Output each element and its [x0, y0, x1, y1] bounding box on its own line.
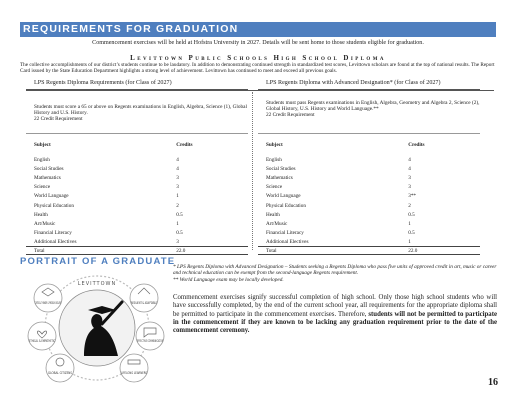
portrait-of-graduate-graphic — [22, 268, 172, 388]
credits-cell: 0.5 — [408, 230, 415, 237]
footnote: ** World Language exam may be locally developed. — [173, 276, 284, 283]
total-label: Total — [258, 247, 408, 255]
credits-cell: 1 — [176, 220, 179, 227]
advanced-diploma-column — [258, 80, 480, 255]
table-row — [26, 155, 248, 164]
table-row — [26, 238, 248, 247]
subject-cell: Additional Electives — [34, 239, 77, 246]
credits-cell: 1 — [408, 220, 411, 227]
credits-cell: 0.5 — [176, 230, 183, 237]
attribute-label: ETHICAL & EMPATHETIC — [29, 339, 55, 343]
column-divider — [252, 92, 253, 250]
subject-cell: World Language — [266, 193, 301, 200]
table-row — [26, 210, 248, 219]
table-row — [26, 219, 248, 228]
credit-requirement: 22 Credit Requirement — [266, 112, 315, 119]
table-row — [26, 192, 248, 201]
credits-cell: 3 — [176, 239, 179, 246]
table-row — [258, 173, 480, 182]
table-row — [26, 164, 248, 173]
subject-cell: Financial Literacy — [34, 230, 72, 237]
table-row — [258, 201, 480, 210]
subject-cell: Science — [34, 184, 51, 191]
credits-header: Credits — [176, 141, 193, 148]
credits-cell: 3 — [176, 174, 179, 181]
credits-cell: 0.5 — [176, 211, 183, 218]
credits-cell: 0.5 — [408, 211, 415, 218]
attribute-bubble — [28, 322, 56, 350]
requirement-text: Students must pass Regents examinations in English, Algebra, Geometry and Algebra 2, Science (2), Global History, U.S. History and World Language.** — [266, 100, 480, 113]
intro-paragraph: The collective accomplishments of our district’s students continue to be laudatory. In addition to demonstrating continued strength in standardized test scores, Levittown scholars are found at the top of national results. The Report Card issued by the State Education Department highlights a strong level of achievement. Levittown has continued to meet and exceed all previous goals. — [20, 62, 495, 74]
attribute-label: RESILIENT & ADAPTABLE — [131, 301, 158, 305]
policy-text: Commencement exercises signify successful completion of high school. Only those high school students who will have successfully completed, by the end of the current school year, all requirements for the appropriate diploma shall be permitted to participate in the commencement exercises. Therefore, — [173, 294, 497, 318]
subject-cell: Financial Literacy — [266, 230, 304, 237]
attribute-label: CRITICAL THINKER & PROBLEM-SOLVER — [35, 301, 62, 305]
credits-cell: 2 — [408, 202, 411, 209]
table-row — [258, 192, 480, 201]
credits-cell: 4 — [408, 156, 411, 163]
credits-table-body — [258, 149, 480, 255]
subject-cell: Mathematics — [34, 174, 61, 181]
subject-cell: Physical Education — [266, 202, 306, 209]
total-row — [26, 247, 248, 255]
advanced-credits-table — [258, 140, 480, 255]
commencement-policy — [173, 294, 497, 335]
requirement-text: Students must score a 65 or above on Regents examinations in English, Algebra, Science (1), Global History and U.S. History. — [34, 104, 248, 117]
subject-cell: Health — [266, 211, 280, 218]
page-title: REQUIREMENTS FOR GRADUATION — [20, 22, 496, 37]
table-row — [258, 210, 480, 219]
credits-cell: 4 — [408, 165, 411, 172]
subject-cell: Additional Electives — [266, 239, 309, 246]
credits-cell: 1 — [176, 193, 179, 200]
credits-cell: 3** — [408, 193, 417, 200]
credit-requirement: 22 Credit Requirement — [34, 116, 83, 123]
attribute-label: EFFECTIVE COMMUNICATOR — [137, 339, 164, 343]
subject-cell: World Language — [34, 193, 69, 200]
credits-cell: 2 — [176, 202, 179, 209]
table-header-row — [26, 140, 248, 149]
table-row — [258, 229, 480, 238]
attribute-label: LIFELONG LEARNERS — [121, 371, 148, 375]
footnote: * LPS Regents Diploma with Advanced Designation – Students seeking a Regents Diploma who pass five units of approved credit in art, music or career and technical education can be exempt from the second-language Regents requirement. — [173, 264, 497, 277]
table-row — [26, 173, 248, 182]
table-header-row — [258, 140, 480, 149]
credits-cell: 1 — [408, 239, 411, 246]
subject-cell: Science — [266, 184, 283, 191]
total-value: 22.0 — [176, 247, 248, 255]
table-row — [26, 201, 248, 210]
subject-cell: English — [34, 156, 50, 163]
table-row — [258, 155, 480, 164]
subject-cell: English — [266, 156, 282, 163]
diploma-footnotes — [173, 264, 497, 284]
subject-header: Subject — [266, 141, 283, 148]
attribute-bubble — [136, 322, 164, 350]
subject-cell: Physical Education — [34, 202, 74, 209]
credits-cell: 4 — [176, 165, 179, 172]
policy-bold-text: students will not be permitted to participate in the commencement if they are known to be lacking any graduation requirement prior to the date of the commencement ceremony. — [173, 310, 497, 335]
subject-cell: Art/Music — [266, 220, 288, 227]
subject-cell: Mathematics — [266, 174, 293, 181]
credits-cell: 3 — [408, 174, 411, 181]
regents-credits-table — [26, 140, 248, 255]
subject-cell: Social Studies — [34, 165, 64, 172]
total-value: 22.0 — [408, 247, 480, 255]
advanced-requirement — [258, 90, 480, 134]
table-row — [26, 183, 248, 192]
ring-label: LEVITTOWN — [77, 281, 117, 287]
commencement-note: Commencement exercises will be held at Hofstra University in 2027. Details will be sent home to those students eligible for graduation. — [92, 40, 424, 46]
advanced-diploma-heading: LPS Regents Diploma with Advanced Designation* (for Class of 2027) — [258, 80, 480, 90]
total-label: Total — [26, 247, 176, 255]
subject-cell: Art/Music — [34, 220, 56, 227]
subject-header: Subject — [34, 141, 51, 148]
credits-cell: 3 — [408, 184, 411, 191]
table-row — [26, 229, 248, 238]
subject-cell: Social Studies — [266, 165, 296, 172]
credits-cell: 4 — [176, 156, 179, 163]
regents-requirement — [26, 90, 248, 134]
portrait-title: PORTRAIT OF A GRADUATE — [20, 256, 176, 267]
credits-header: Credits — [408, 141, 425, 148]
regents-diploma-column — [26, 80, 248, 255]
table-row — [258, 164, 480, 173]
table-row — [258, 219, 480, 228]
credits-cell: 3 — [176, 184, 179, 191]
credits-table-body — [26, 149, 248, 255]
total-row — [258, 247, 480, 255]
school-diploma-title: Levittown Public Schools High School Diploma — [130, 54, 386, 62]
attribute-label: GLOBAL CITIZENS — [48, 371, 73, 375]
page-number: 16 — [488, 377, 498, 388]
subject-cell: Health — [34, 211, 48, 218]
table-row — [258, 238, 480, 247]
table-row — [258, 183, 480, 192]
regents-diploma-heading: LPS Regents Diploma Requirements (for Class of 2027) — [26, 80, 248, 90]
attribute-bubble — [120, 354, 148, 382]
